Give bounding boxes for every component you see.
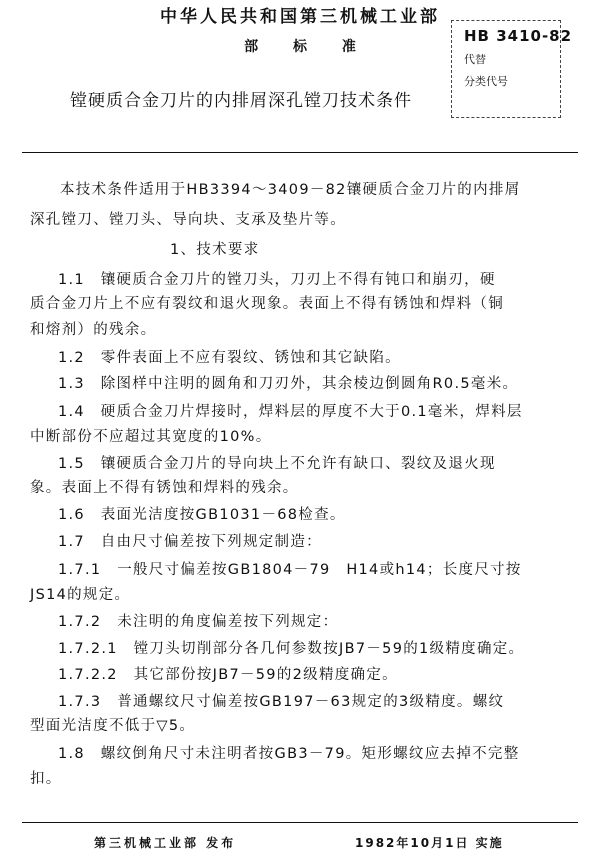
issuer: 第三机械工业部 发布 [94, 836, 237, 850]
body-line: 象。表面上不得有锈蚀和焊料的残余。 [30, 480, 299, 496]
body-line: 1.4 硬质合金刀片焊接时，焊料层的厚度不大于0.1毫米，焊料层 [58, 404, 523, 420]
section-heading: 1、技术要求 [170, 242, 260, 258]
body-line: 1.7.2 未注明的角度偏差按下列规定： [58, 614, 339, 630]
body-line: 深孔镗刀、镗刀头、导向块、支承及垫片等。 [30, 212, 346, 228]
body-line: 1.5 镶硬质合金刀片的导向块上不允许有缺口、裂纹及退火现 [58, 456, 496, 472]
body-line: 1.7.2.1 镗刀头切削部分各几何参数按JB7－59的1级精度确定。 [58, 641, 525, 657]
standard-code-box [451, 20, 573, 118]
body-line: 质合金刀片上不应有裂纹和退火现象。表面上不得有锈蚀和焊料（铜 [30, 296, 504, 312]
body-line: 1.8 螺纹倒角尺寸未注明者按GB3－79。矩形螺纹应去掉不完整 [58, 746, 520, 762]
body-line: JS14的规定。 [30, 587, 131, 603]
replaces-label: 代替 [464, 53, 486, 66]
footer-rule [22, 822, 578, 823]
body-line: 中断部份不应超过其宽度的10%。 [30, 429, 272, 445]
implementation-date: 1982年10月1日 实施 [355, 836, 504, 850]
body-line: 1.7.1 一般尺寸偏差按GB1804－79 H14或h14；长度尺寸按 [58, 562, 522, 578]
standard-number: HB 3410-82 [464, 27, 573, 45]
body-line: 1.7 自由尺寸偏差按下列规定制造： [58, 534, 322, 550]
header-rule [22, 152, 578, 153]
ministry-name: 中华人民共和国第三机械工业部 [160, 7, 440, 27]
body-line: 型面光洁度不低于▽5。 [30, 718, 196, 734]
body-line: 1.6 表面光洁度按GB1031－68检查。 [58, 507, 346, 523]
body-line: 和熔剂）的残余。 [30, 322, 157, 338]
category-code-label: 分类代号 [464, 75, 508, 88]
body-line: 1.2 零件表面上不应有裂纹、锈蚀和其它缺陷。 [58, 350, 401, 366]
body-line: 1.3 除图样中注明的圆角和刀刃外，其余棱边倒圆角R0.5毫米。 [58, 376, 519, 392]
body-line: 1.1 镶硬质合金刀片的镗刀头，刀刃上不得有钝口和崩刃，硬 [58, 272, 496, 288]
standard-type: 部 标 准 [244, 39, 356, 55]
body-line: 本技术条件适用于HB3394～3409－82镶硬质合金刀片的内排屑 [60, 182, 521, 198]
document-title: 镗硬质合金刀片的内排屑深孔镗刀技术条件 [70, 91, 412, 111]
body-line: 扣。 [30, 771, 62, 787]
body-line: 1.7.3 普通螺纹尺寸偏差按GB197－63规定的3级精度。螺纹 [58, 694, 505, 710]
body-line: 1.7.2.2 其它部份按JB7－59的2级精度确定。 [58, 667, 398, 683]
